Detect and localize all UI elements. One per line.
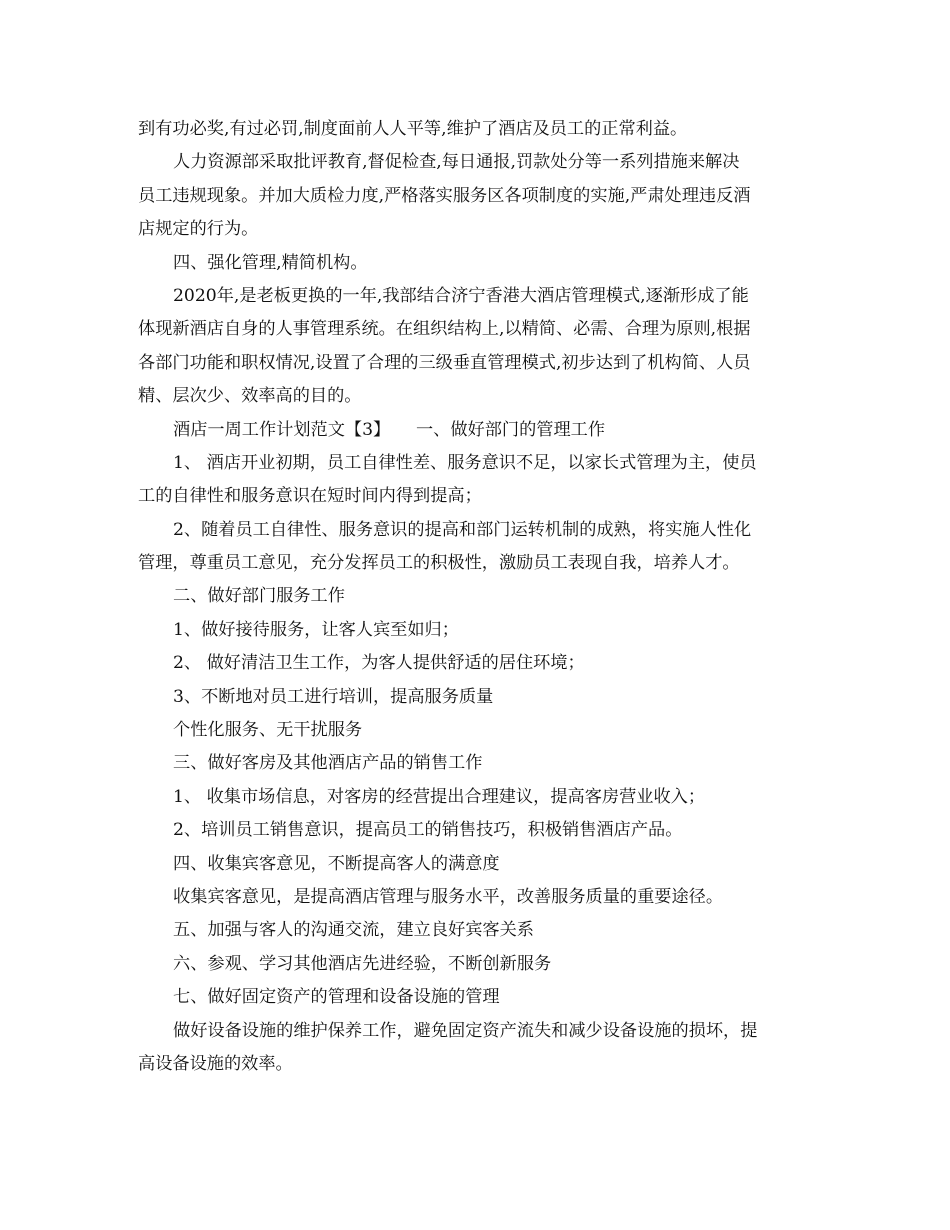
paragraph-start-line: 做好设备设施的维护保养工作，避免固定资产流失和减少设备设施的损坏，提 — [173, 1020, 758, 1041]
text-line: 个性化服务、无干扰服务 — [173, 720, 363, 741]
paragraph-start-line: 收集宾客意见，是提高酒店管理与服务水平，改善服务质量的重要途径。 — [173, 886, 724, 907]
list-item: 1、 酒店开业初期，员工自律性差、服务意识不足，以家长式管理为主，使员 — [173, 452, 757, 473]
list-item: 2、培训员工销售意识，提高员工的销售技巧，积极销售酒店产品。 — [173, 820, 683, 841]
section-heading: 四、强化管理,精简机构。 — [173, 252, 368, 273]
list-item: 1、 收集市场信息，对客房的经营提出合理建议，提高客房营业收入； — [173, 786, 706, 807]
text-line: 各部门功能和职权情况,设置了合理的三级垂直管理模式,初步达到了机构简、人员 — [138, 352, 751, 373]
text-line: 工的自律性和服务意识在短时间内得到提高； — [138, 486, 482, 507]
section-heading: 六、参观、学习其他酒店先进经验，不断创新服务 — [173, 953, 552, 974]
list-item: 2、 做好清洁卫生工作，为客人提供舒适的居住环境； — [173, 653, 585, 674]
list-item: 3、不断地对员工进行培训，提高服务质量 — [173, 686, 494, 707]
text-line: 体现新酒店自身的人事管理系统。在组织结构上,以精简、必需、合理为原则,根据 — [138, 319, 751, 340]
paragraph-start-line: 人力资源部采取批评教育,督促检查,每日通报,罚款处分等一系列措施来解决 — [173, 152, 740, 173]
text-line: 店规定的行为。 — [138, 219, 259, 240]
list-item: 1、做好接待服务，让客人宾至如归； — [173, 619, 459, 640]
section-heading: 四、收集宾客意见，不断提高客人的满意度 — [173, 853, 500, 874]
paragraph-start-line: 2020年,是老板更换的一年,我部结合济宁香港大酒店管理模式,逐渐形成了能 — [173, 285, 749, 306]
text-line: 员工违规现象。并加大质检力度,严格落实服务区各项制度的实施,严肃处理违反酒 — [138, 185, 751, 206]
section-heading: 五、加强与客人的沟通交流，建立良好宾客关系 — [173, 920, 534, 941]
section-heading: 三、做好客房及其他酒店产品的销售工作 — [173, 753, 483, 774]
text-line: 高设备设施的效率。 — [138, 1053, 293, 1074]
section-heading: 七、做好固定资产的管理和设备设施的管理 — [173, 987, 500, 1008]
text-line: 管理，尊重员工意见，充分发挥员工的积极性，激励员工表现自我，培养人才。 — [138, 553, 740, 574]
article-title-line: 酒店一周工作计划范文【3】 一、做好部门的管理工作 — [173, 419, 606, 440]
text-line: 精、层次少、效率高的目的。 — [138, 386, 362, 407]
list-item: 2、随着员工自律性、服务意识的提高和部门运转机制的成熟，将实施人性化 — [173, 519, 752, 540]
document-body — [138, 113, 818, 1081]
section-heading: 二、做好部门服务工作 — [173, 586, 345, 607]
text-line: 到有功必奖,有过必罚,制度面前人人平等,维护了酒店及员工的正常利益。 — [138, 119, 688, 139]
